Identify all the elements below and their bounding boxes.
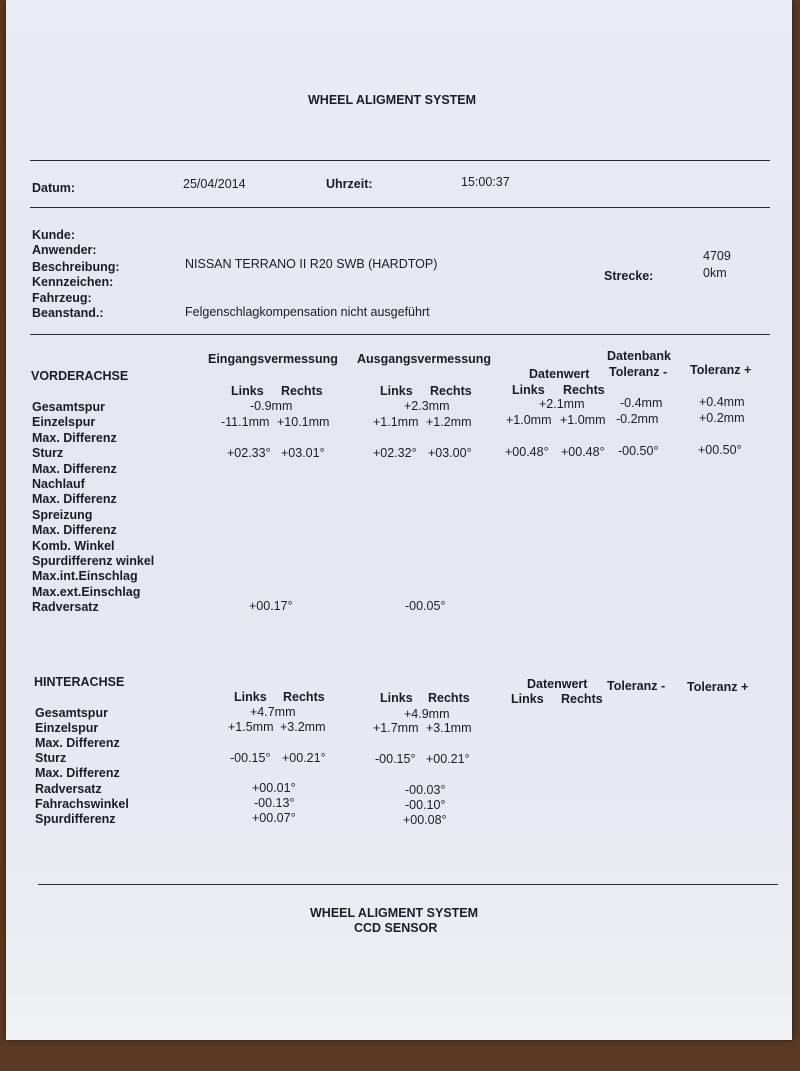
value-cell: +00.50° [698, 443, 742, 457]
value-cell: -0.4mm [620, 396, 663, 410]
value-cell: +4.9mm [404, 707, 450, 721]
toleranz-plus-header: Toleranz + [687, 680, 749, 694]
value-cell: +1.2mm [426, 415, 472, 429]
datum-label: Datum: [32, 181, 76, 195]
value-cell: +1.0mm [560, 413, 606, 427]
value-cell: +00.01° [252, 781, 296, 795]
value-cell: +00.48° [561, 445, 605, 459]
divider [30, 207, 770, 208]
row-label: Max. Differenz [32, 431, 117, 445]
kunde-label: Kunde: [32, 228, 76, 242]
row-label: Gesamtspur [35, 706, 108, 720]
ausgangsvermessung-header: Ausgangsvermessung [357, 352, 492, 366]
value-cell: -00.13° [254, 796, 295, 810]
vorderachse-section-label: VORDERACHSE [31, 369, 129, 383]
value-cell: +0.4mm [699, 395, 745, 409]
col-links: Links [380, 384, 413, 398]
value-cell: -00.05° [405, 599, 446, 613]
value-cell: +1.0mm [506, 413, 552, 427]
col-links: Links [234, 690, 267, 704]
divider [38, 884, 778, 885]
col-links: Links [512, 383, 545, 397]
value-cell: +00.07° [252, 811, 296, 825]
col-rechts: Rechts [283, 690, 325, 704]
value-cell: +10.1mm [277, 415, 330, 429]
value-cell: -00.03° [405, 783, 446, 797]
value-cell: -11.1mm [221, 415, 270, 429]
row-label: Spurdifferenz winkel [32, 554, 155, 568]
col-rechts: Rechts [281, 384, 323, 398]
row-label: Max. Differenz [32, 492, 117, 506]
value-cell: +00.21° [282, 751, 326, 765]
document-title: WHEEL ALIGMENT SYSTEM [308, 93, 477, 107]
row-label: Nachlauf [32, 477, 85, 491]
toleranz-plus-header: Toleranz + [690, 363, 752, 377]
toleranz-minus-header: Toleranz - [607, 679, 666, 693]
row-label: Max. Differenz [32, 523, 117, 537]
row-label: Max.ext.Einschlag [32, 585, 141, 599]
value-cell: +02.32° [373, 446, 417, 460]
col-links: Links [511, 692, 544, 706]
value-cell: -0.9mm [250, 399, 293, 413]
kennzeichen-label: Kennzeichen: [32, 275, 114, 289]
footer-subtitle: CCD SENSOR [354, 921, 438, 935]
beschreibung-value: NISSAN TERRANO II R20 SWB (HARDTOP) [185, 257, 438, 271]
row-label: Max. Differenz [35, 766, 120, 780]
toleranz-minus-header: Toleranz - [609, 365, 668, 379]
row-label: Gesamtspur [32, 400, 105, 414]
id-number: 4709 [703, 249, 731, 263]
value-cell: +03.01° [281, 446, 325, 460]
value-cell: +00.48° [505, 445, 549, 459]
value-cell: -0.2mm [616, 412, 659, 426]
value-cell: +3.2mm [280, 720, 326, 734]
beschreibung-label: Beschreibung: [32, 260, 120, 274]
value-cell: +3.1mm [426, 721, 472, 735]
row-label: Sturz [32, 446, 64, 460]
value-cell: +1.5mm [228, 720, 274, 734]
value-cell: +00.08° [403, 813, 447, 827]
uhrzeit-value: 15:00:37 [461, 175, 510, 189]
eingangsvermessung-header: Eingangsvermessung [208, 352, 338, 366]
col-links: Links [231, 384, 264, 398]
row-label: Max. Differenz [32, 462, 117, 476]
datum-value: 25/04/2014 [183, 177, 246, 191]
row-label: Komb. Winkel [32, 539, 115, 553]
beanstand-label: Beanstand.: [32, 306, 104, 320]
row-label: Einzelspur [35, 721, 99, 735]
col-rechts: Rechts [428, 691, 470, 705]
col-rechts: Rechts [563, 383, 605, 397]
row-label: Einzelspur [32, 415, 96, 429]
strecke-label: Strecke: [604, 269, 654, 283]
value-cell: -00.15° [230, 751, 271, 765]
row-label: Max. Differenz [35, 736, 120, 750]
col-rechts: Rechts [561, 692, 603, 706]
value-cell: +02.33° [227, 446, 271, 460]
beanstand-value: Felgenschlagkompensation nicht ausgeführt [185, 305, 430, 319]
divider [30, 334, 770, 335]
value-cell: -00.50° [618, 444, 659, 458]
datenwert-header: Datenwert [527, 677, 588, 691]
hinterachse-section-label: HINTERACHSE [34, 675, 125, 689]
fahrzeug-label: Fahrzeug: [32, 291, 92, 305]
row-label: Max.int.Einschlag [32, 569, 138, 583]
datenwert-header: Datenwert [529, 367, 590, 381]
uhrzeit-label: Uhrzeit: [326, 177, 373, 191]
value-cell: +00.17° [249, 599, 293, 613]
value-cell: +2.3mm [404, 399, 450, 413]
datenbank-header: Datenbank [607, 349, 671, 363]
row-label: Spreizung [32, 508, 93, 522]
footer-title: WHEEL ALIGMENT SYSTEM [310, 906, 479, 920]
row-label: Sturz [35, 751, 67, 765]
value-cell: -00.15° [375, 752, 416, 766]
row-label: Fahrachswinkel [35, 797, 129, 811]
value-cell: -00.10° [405, 798, 446, 812]
value-cell: +4.7mm [250, 705, 296, 719]
anwender-label: Anwender: [32, 243, 97, 257]
value-cell: +1.1mm [373, 415, 419, 429]
row-label: Radversatz [35, 782, 102, 796]
value-cell: +03.00° [428, 446, 472, 460]
value-cell: +00.21° [426, 752, 470, 766]
row-label: Radversatz [32, 600, 99, 614]
value-cell: +0.2mm [699, 411, 745, 425]
divider [30, 160, 770, 161]
value-cell: +1.7mm [373, 721, 419, 735]
col-links: Links [380, 691, 413, 705]
col-rechts: Rechts [430, 384, 472, 398]
strecke-value: 0km [703, 266, 727, 280]
value-cell: +2.1mm [539, 397, 585, 411]
row-label: Spurdifferenz [35, 812, 116, 826]
